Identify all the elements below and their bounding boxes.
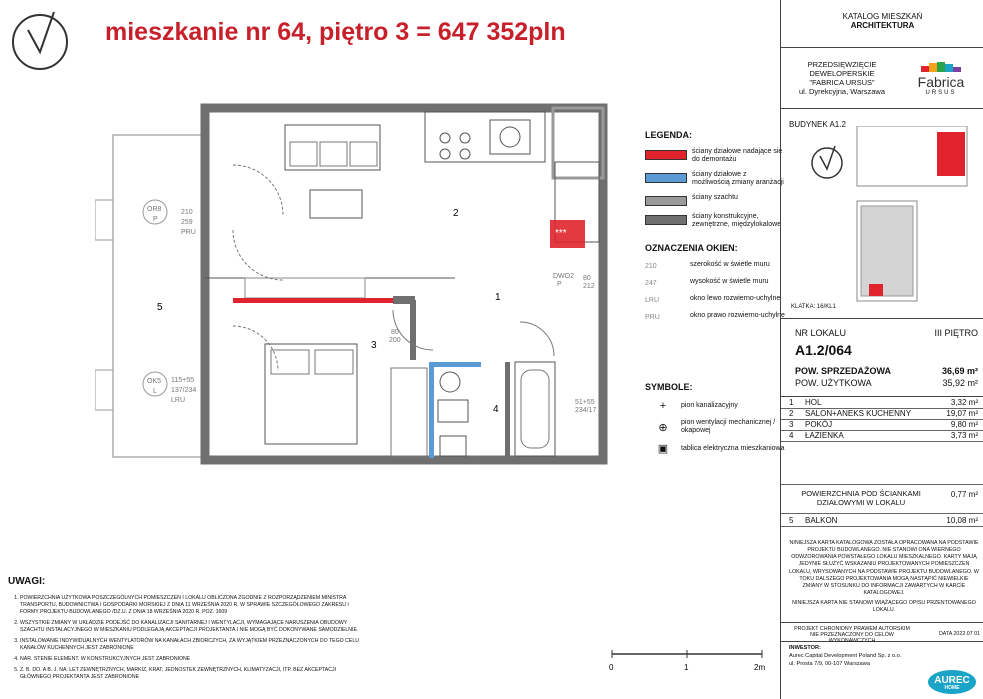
legend-swatch-red [645,150,687,160]
wc-label2: 234/17 [575,407,597,414]
balcony-table [781,516,983,527]
table-row [781,420,983,431]
room-number: 2 [789,409,794,418]
svg-text:***: *** [555,228,567,239]
notes-title: UWAGI: [8,576,46,587]
table-row [781,516,983,527]
legend-text: ściany szachtu [692,194,738,202]
investor-line-1: Aurec Capital Development Poland Sp. z o.o. [789,652,902,659]
window-text: szerokość w świetle muru [690,261,770,269]
aurec-logo-text: AUREC [934,675,970,686]
legend-item [645,171,785,187]
symbol-text: pion wentylacji mechanicznej / okapowej [681,419,776,435]
entry-code: DWO2 [553,273,574,280]
scale-tick-1: 1 [684,663,689,672]
legend-item [645,213,785,229]
scale-bar [602,648,772,683]
disclaimer-2: NINIEJSZA KARTA NIE STANOWI WIĄŻĄCEGO OPISU PRZENTOWANEGO LOKALU. [792,600,976,614]
window-1-side: P [153,216,158,223]
window-1-size2: 259 [181,219,193,226]
architect-logo-icon [8,8,72,77]
project-address: ul. Dyrekcyjna, Warszawa [799,87,885,96]
drain-pipe-icon: + [659,400,667,413]
disclaimer-1: NINIEJSZA KARTA KATALOGOWA ZOSTAŁA OPRACOWANA NA PODSTAWIE PROJEKTU BUDOWLANEGO. NIE STANOWI ONA WIERNEGO ODWZOROWANIA POWSTAŁEGO LOKALU MIESZKALNEGO. KARTY MAJĄ JEDYNIE SŁUŻYĆ WSKAZANIU PROJEKTOWANYCH POMIESZCZEŃ LOKALU, WRYSOWANYCH NA PODSTAWIE PROJEKTU BUDOWLANEGO. W TOKU DALSZEGO PROJEKTOWANIA MOGĄ NASTĄPIĆ NIEWIELKIE ZMIANY W STOSUNKU DO INFORMACJI ZAWARTYCH W KARCIE KATALOGOWEJ. [789,540,979,596]
partition-row [781,484,983,514]
windows-title: OZNACZENIA OKIEN: [645,243,738,254]
room-name: HOL [805,398,822,407]
room-number: 4 [789,431,794,440]
legend-item [645,148,785,164]
window-legend-item [645,261,785,271]
room-area: 3,32 m² [950,398,978,407]
brand-sub: URSUS [925,90,957,96]
table-row [781,398,983,409]
ventilation-icon: ⊕ [658,421,668,434]
wc-label: 51+55 [575,399,595,406]
window-legend-item [645,295,785,305]
note-item: 4. NAR. STENIE ELEMENT. W KONSTRUKCYJNYCH JEST ZABRONIONE [20,656,368,663]
legend-swatch-dark [645,215,687,225]
room-name: SALON+ANEKS KUCHENNY [805,409,912,418]
project-line-2: DEWELOPERSKIE [809,69,875,78]
partition-label-2: DZIAŁOWYMI W LOKALU [816,498,906,507]
legend-text: ściany działowe z możliwością zmiany aranżacji [692,171,784,187]
note-item: 2. WSZYSTKIE ZMIANY W UKŁADZIE PODEJŚĆ DO KANALIZACJI SANITARNEJ I WENTYLACJI, WYMAGAJĄCE NARUSZENIA OBUDOWY SZACHTU INSTALACYJNEGO W MIESZKANIU PODLEGAJĄ AKCEPTACJI PROJEKTANTA I NIE MOGĄ BYĆ DOKONYWANE SAMODZIELNIE. [20,620,368,634]
entry-side: P [557,281,562,288]
room-area: 9,80 m² [950,420,978,429]
room-3-label: 3 [371,340,377,351]
window-text: okno prawo rozwierno-uchylne [690,312,785,320]
room-area: 3,73 m² [950,431,978,440]
legend-swatch-blue [645,173,687,183]
window-2-side: L [153,388,157,395]
window-2-size2: 137/234 [171,387,197,394]
note-item: 5. Z. B. DO. A B. J. NA. LET ZEWNĘTRZNYCH, MARKIZ, KRAT, JEDNOSTEK ZEWNĘTRZNYCH, KLIMATYZACJI, ITP. BEZ AKCEPTACJI GŁÓWNEGO PROJEKTANTA JEST ZABRONIONE [20,667,368,681]
fabrica-logo [909,62,973,96]
window-legend-item [645,312,785,322]
room-1-label: 1 [495,292,501,303]
legend [645,130,785,462]
window-code: LRU [645,297,660,305]
aurec-logo-sub: HOME [944,685,960,691]
unit-summary [781,318,983,397]
copyright-row [781,622,983,642]
table-row [781,431,983,442]
investor [789,645,901,668]
copyright-1: PROJEKT CHRONIONY PRAWEM AUTORSKIM [794,626,910,632]
building-keyplan [847,126,979,306]
symbols-title: SYMBOLE: [645,382,693,393]
catalog-title: KATALOG MIESZKAŃ [842,12,923,21]
balcony-area: 10,08 m² [946,516,978,525]
legend-text: ściany działowe nadające się do demontażu [692,148,783,164]
brand-name: Fabrica [917,74,965,90]
fabrica-roof-icon [921,62,961,72]
legend-swatch-gray [645,196,687,206]
info-panel [780,0,983,699]
legend-title: LEGENDA: [645,130,692,140]
balcony-name: BALKON [805,516,838,525]
partition-area: 0,77 m² [950,490,978,499]
window-1-code: OR8 [147,206,162,213]
sale-area-value: 36,69 m² [941,366,978,376]
project-line-3: "FABRICA URSUS" [809,78,875,87]
window-1-size: 210 [181,209,193,216]
room-area: 19,07 m² [946,409,978,418]
symbol-item [645,400,785,412]
entry-size2: 212 [583,283,595,290]
catalog-header [781,0,983,48]
window-1-type: PRU [181,229,196,236]
notes [8,575,368,685]
sale-area-label: POW. SPRZEDAŻOWA [795,366,892,376]
entry-size: 80 [583,275,591,282]
symbol-item [645,419,785,435]
room-4-label: 4 [493,404,499,415]
floor-label: III PIĘTRO [934,328,978,338]
note-item: 1. POWIERZCHNIA UŻYTKOWA POSZCZEGÓLNYCH POMIESZCZEŃ I LOKALU OBLICZONA ZGODNIE Z ROZPORZĄDZENIEM MINISTRA TRANSPORTU, BUDOWNICTWA I GOSPODARKI MORSKIEJ Z DNIA 11 WRZEŚNIA 2020 R. W SPRAWIE SZCZEGÓŁOWEGO ZAKRESU I FORMY PROJEKTU BUDOWLANEGO /DZ.U. Z DNIA 18 WRZEŚNIA 2020 R. POZ. 1609 [20,595,368,616]
headline: mieszkanie nr 64, piętro 3 = 647 352pln [105,18,566,46]
room-number: 3 [789,420,794,429]
copyright-2: NIE PRZEZNACZONY DO CELÓW WYKONAWCZYCH [810,632,894,644]
investor-label: INWESTOR: [789,645,821,651]
symbol-item [645,442,785,455]
room-table [781,398,983,442]
door-label-top: 80 [391,329,399,336]
partition-label-1: POWIERZCHNIA POD ŚCIANKAMI [801,489,921,498]
window-2-type: LRU [171,397,186,404]
catalog-subtitle: ARCHITEKTURA [850,21,915,30]
symbol-text: tablica elektryczna mieszkaniowa [681,444,785,452]
investor-line-2: ul. Prosta 7/9, 00-107 Warszawa [789,660,870,667]
room-name: ŁAZIENKA [805,431,844,440]
window-code: 210 [645,263,657,271]
unit-label: NR LOKALU [795,328,847,338]
note-item: 3. INSTALOWANIE INDYWIDUALNYCH WENTYLATORÓW NA KANAŁACH ZBIORCZYCH, ZA WYJĄTKIEM PRZEZNACZONYCH DO TEGO CELU KANAŁÓW KUCHENNYCH JEST ZABRONIONE [20,638,368,652]
disclaimer [789,540,979,614]
legend-item [645,194,785,206]
usable-area-value: 35,92 m² [942,378,978,388]
usable-area-label: POW. UŻYTKOWA [795,378,872,388]
building-section [781,108,983,319]
table-row [781,409,983,420]
window-text: okno lewo rozwierno-uchylne [690,295,781,303]
room-2-label: 2 [453,208,459,219]
window-legend-item [645,278,785,288]
electric-panel-icon: ▣ [657,443,669,456]
window-2-code: OK5 [147,378,162,385]
scale-tick-2: 2m [754,663,766,672]
balcony-number: 5 [789,516,794,525]
room-number: 1 [789,398,794,407]
window-2-size: 115+55 [171,377,195,384]
project-info [781,48,983,109]
staircase-label: KLATKA: 16/KL1 [791,304,836,310]
window-text: wysokość w świetle muru [690,278,769,286]
aurec-logo [928,670,976,694]
legend-text: ściany konstrukcyjne, zewnętrzne, międzylokalowe [692,213,782,229]
building-label: BUDYNEK A1.2 [789,120,846,129]
window-code: PRU [645,314,660,322]
room-5-label: 5 [157,302,163,313]
symbol-text: pion kanalizacyjny [681,402,738,410]
unit-number: A1.2/064 [795,342,852,358]
project-line-1: PRZEDSIĘWZIĘCIE [807,60,877,69]
window-code: 247 [645,280,657,288]
date: DATA 2022 07 01 [938,631,980,637]
architect-mini-logo-icon [809,144,845,180]
floor-plan [95,100,615,475]
room-name: POKÓJ [805,420,833,429]
scale-tick-0: 0 [609,663,614,672]
door-label-bottom: 200 [389,337,401,344]
